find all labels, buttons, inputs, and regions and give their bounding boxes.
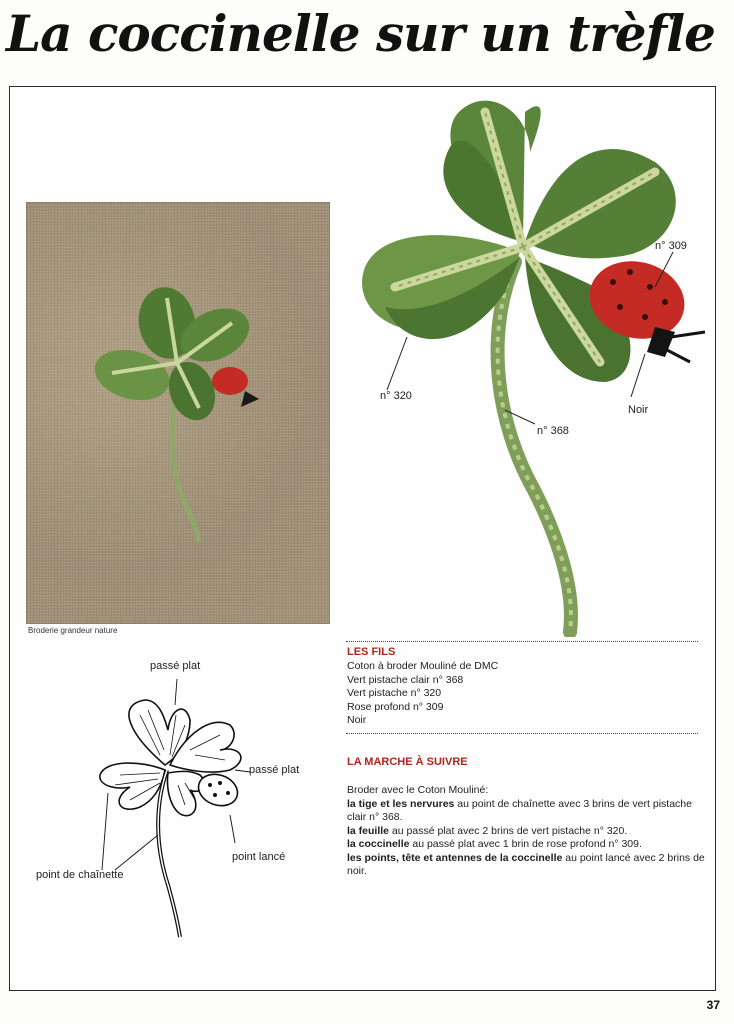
marche-item — [347, 798, 707, 825]
marche-item-text: au passé plat avec 2 brins de vert pistache n° 320. — [389, 824, 628, 837]
fils-line: Vert pistache n° 320 — [347, 687, 442, 699]
marche-item-bold: les points, tête et antennes de la coccinelle — [347, 851, 563, 864]
marche-item-bold: la tige et les nervures — [347, 797, 455, 810]
marche-item-text: au point de chaînette avec 3 brins de vert pistache clair n° 368. — [347, 797, 692, 823]
marche-item — [347, 825, 707, 839]
rule-middle — [346, 733, 698, 734]
label-n368: n° 368 — [537, 425, 569, 437]
leader-320 — [387, 337, 407, 390]
label-n309: n° 309 — [655, 240, 687, 252]
marche-heading: LA MARCHE À SUIVRE — [347, 756, 468, 768]
les-fils-list — [347, 660, 687, 728]
leader-noir — [631, 354, 645, 397]
marche-item-bold: la coccinelle — [347, 838, 410, 850]
marche-instructions — [347, 784, 707, 879]
page-number: 37 — [706, 998, 720, 1012]
stitch-diagram — [90, 675, 310, 945]
marche-item-text: au point lancé avec 2 brins de noir. — [347, 851, 705, 877]
marche-item-bold: la feuille — [347, 824, 390, 837]
photo-clover-illustration — [27, 203, 329, 623]
fils-line: Noir — [347, 714, 367, 726]
diagram-label-point-lance: point lancé — [232, 851, 286, 863]
fils-line: Vert pistache clair n° 368 — [347, 673, 464, 686]
diagram-label-passe-plat-right: passé plat — [249, 764, 300, 776]
label-noir: Noir — [628, 404, 649, 416]
marche-item — [347, 838, 707, 852]
photo-caption: Broderie grandeur nature — [28, 626, 118, 635]
diagram-label-passe-plat-top: passé plat — [150, 660, 201, 672]
photo-ladybug — [212, 367, 248, 395]
marche-item-text: au passé plat avec 1 brin de rose profond n° 309. — [409, 838, 642, 850]
marche-intro: Broder avec le Coton Mouliné: — [347, 784, 489, 796]
diagram-leaf-bottom — [167, 771, 204, 815]
label-n320: n° 320 — [380, 390, 412, 402]
rule-top — [346, 641, 698, 642]
closeup-ladybug-antennae — [667, 332, 705, 362]
fils-line: Coton à broder Mouliné de DMC — [347, 660, 499, 672]
page-title: La coccinelle sur un trèfle — [6, 4, 715, 63]
les-fils-heading: LES FILS — [347, 646, 396, 658]
photo-ladybug-head — [241, 391, 259, 407]
diagram-label-point-chainette: point de chaînette — [36, 869, 124, 881]
fils-line: Rose profond n° 309 — [347, 700, 444, 713]
marche-item — [347, 852, 707, 879]
clover-closeup-illustration — [355, 92, 715, 637]
embroidery-photo — [26, 202, 330, 624]
